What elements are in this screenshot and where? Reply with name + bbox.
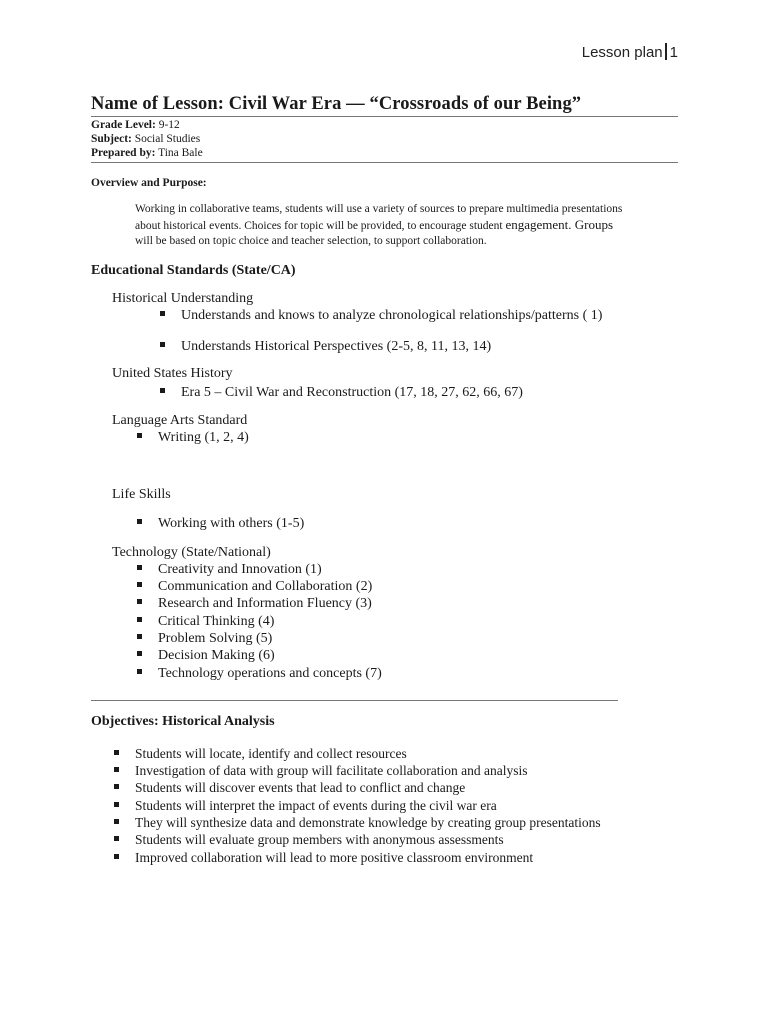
list-item: Research and Information Fluency (3): [137, 596, 372, 612]
bullet-icon: [137, 634, 142, 639]
list-item: Students will evaluate group members with anonymous assessments: [114, 832, 504, 848]
list-item: Working with others (1-5): [137, 516, 304, 532]
overview-line-3: will be based on topic choice and teacher selection, to support collaboration.: [135, 235, 487, 247]
bullet-icon: [137, 617, 142, 622]
list-item: Students will interpret the impact of events during the civil war era: [114, 798, 497, 814]
list-item: Students will discover events that lead to conflict and change: [114, 780, 465, 796]
historical-understanding-label: Historical Understanding: [112, 291, 254, 306]
bullet-icon: [137, 599, 142, 604]
overview-line-1: Working in collaborative teams, students will use a variety of sources to prepare multimedia presentations: [135, 203, 623, 215]
subject: [91, 132, 200, 146]
bullet-icon: [137, 669, 142, 674]
bullet-icon: [114, 784, 119, 789]
list-item: Writing (1, 2, 4): [137, 430, 249, 446]
list-item: Students will locate, identify and collect resources: [114, 746, 407, 762]
prepared-label: Prepared by:: [91, 147, 156, 159]
header-separator: [665, 43, 667, 60]
list-item: Problem Solving (5): [137, 631, 272, 647]
lesson-title: Name of Lesson: Civil War Era — “Crossroads of our Being”: [91, 94, 582, 114]
list-item: Decision Making (6): [137, 648, 275, 664]
list-item: Investigation of data with group will facilitate collaboration and analysis: [114, 763, 528, 779]
list-item: Improved collaboration will lead to more positive classroom environment: [114, 850, 533, 866]
bullet-icon: [137, 519, 142, 524]
bullet-icon: [114, 836, 119, 841]
bullet-icon: [160, 311, 165, 316]
bullet-icon: [137, 565, 142, 570]
list-item: Communication and Collaboration (2): [137, 579, 372, 595]
prepared-value: Tina Bale: [155, 147, 203, 159]
bullet-icon: [137, 651, 142, 656]
technology-label: Technology (State/National): [112, 545, 271, 560]
bullet-icon: [160, 388, 165, 393]
bullet-icon: [137, 433, 142, 438]
list-item: Creativity and Innovation (1): [137, 562, 322, 578]
header-text: Lesson plan: [581, 44, 663, 61]
subject-value: Social Studies: [131, 133, 201, 145]
list-item: Critical Thinking (4): [137, 614, 274, 630]
objectives-heading: Objectives: Historical Analysis: [91, 714, 275, 729]
bullet-icon: [114, 802, 119, 807]
overview-line-2: about historical events. Choices for topic will be provided, to encourage student engagement. Groups: [135, 217, 614, 232]
grade-value: 9-12: [155, 119, 180, 131]
bullet-icon: [160, 342, 165, 347]
section-rule: [91, 700, 618, 701]
bullet-icon: [114, 819, 119, 824]
overview-heading: Overview and Purpose:: [91, 177, 207, 189]
page-header: [582, 43, 678, 61]
standards-heading: Educational Standards (State/CA): [91, 263, 296, 278]
meta-rule: [91, 162, 678, 163]
list-item: Understands Historical Perspectives (2-5, 8, 11, 13, 14): [160, 339, 491, 355]
title-rule: [91, 116, 678, 117]
bullet-icon: [114, 767, 119, 772]
grade-level: [91, 118, 180, 132]
prepared-by: [91, 146, 203, 160]
list-item: Technology operations and concepts (7): [137, 666, 382, 682]
grade-label: Grade Level:: [91, 119, 156, 131]
list-item: They will synthesize data and demonstrate knowledge by creating group presentations: [114, 815, 601, 831]
language-arts-label: Language Arts Standard: [112, 413, 248, 428]
list-item: Understands and knows to analyze chronological relationships/patterns ( 1): [160, 308, 602, 324]
bullet-icon: [137, 582, 142, 587]
life-skills-label: Life Skills: [112, 487, 171, 502]
subject-label: Subject:: [91, 133, 132, 145]
page-number: 1: [669, 44, 678, 61]
list-item: Era 5 – Civil War and Reconstruction (17, 18, 27, 62, 66, 67): [160, 385, 523, 401]
overview-paragraph: [135, 202, 675, 249]
us-history-label: United States History: [112, 366, 233, 381]
bullet-icon: [114, 750, 119, 755]
bullet-icon: [114, 854, 119, 859]
